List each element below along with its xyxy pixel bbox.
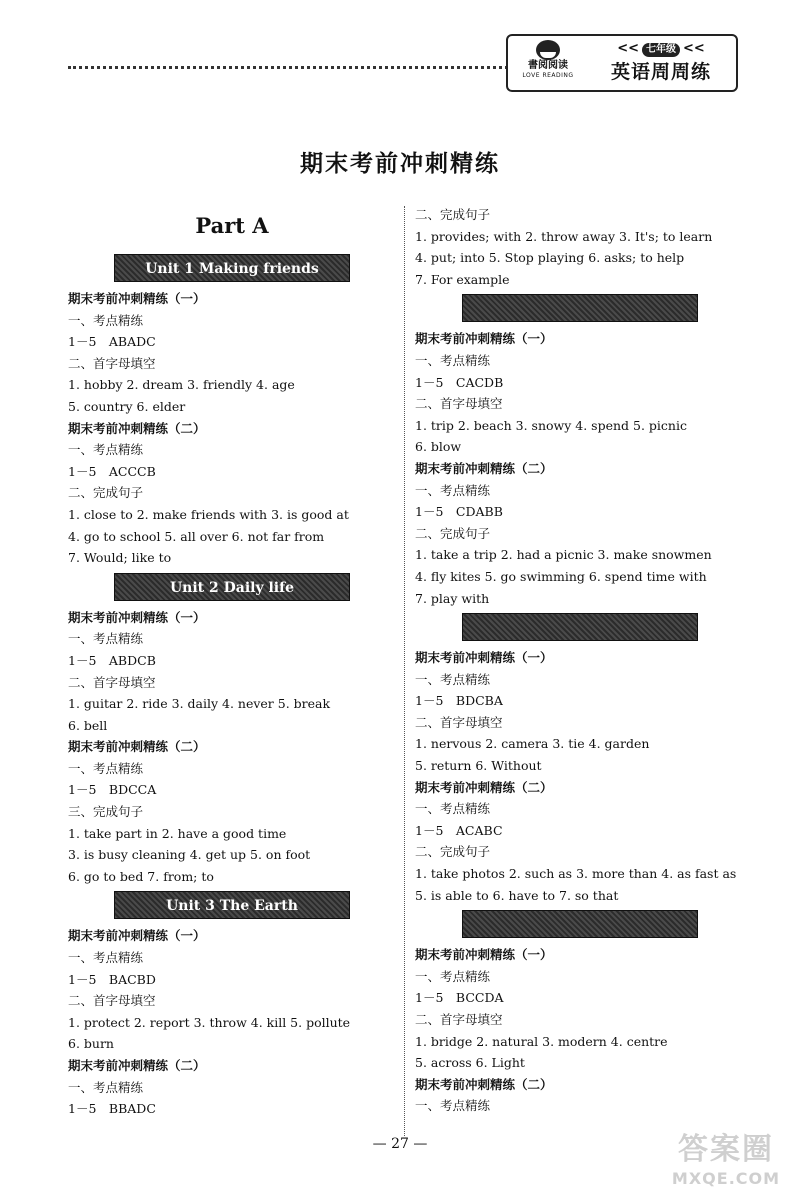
answer-line: 1－5 CDABB [415, 504, 503, 520]
section-heading: 二、首字母填空 [68, 355, 156, 371]
exercise-heading: 期末考前冲刺精练（一） [68, 609, 206, 625]
section-heading: 一、考点精练 [415, 1098, 491, 1114]
section-heading: 一、考点精练 [68, 1079, 144, 1095]
answer-line: 1. protect 2. report 3. throw 4. kill 5. pollute [68, 1014, 351, 1030]
exercise-heading: 期末考前冲刺精练（一） [415, 947, 553, 963]
exercise-heading: 期末考前冲刺精练（一） [415, 650, 553, 666]
brand-header [506, 34, 738, 92]
section-heading: 二、完成句子 [68, 485, 144, 501]
answer-line: 1－5 BCCDA [415, 990, 504, 1006]
section-heading: 二、首字母填空 [415, 1012, 503, 1027]
answer-line: 6. burn [68, 1036, 114, 1052]
section-heading: 二、完成句子 [415, 844, 491, 860]
answer-line: 4. go to school 5. all over 6. not far from [68, 528, 325, 544]
answer-line: 1. take part in 2. have a good time [68, 825, 287, 841]
answer-line: 7. Would; like to [68, 550, 172, 566]
answer-line: 1. take a trip 2. had a picnic 3. make snowmen [415, 547, 712, 563]
section-heading: 二、完成句子 [415, 207, 491, 222]
exercise-heading: 期末考前冲刺精练（二） [68, 420, 206, 436]
exercise-heading: 期末考前冲刺精练（一） [68, 291, 206, 306]
arrows-right-icon: << [683, 41, 705, 56]
answer-line: 6. blow [415, 439, 462, 455]
section-heading: 二、首字母填空 [68, 993, 156, 1009]
section-heading: 一、考点精练 [415, 671, 491, 687]
answer-line: 7. play with [415, 590, 490, 606]
section-heading: 一、考点精练 [68, 631, 144, 647]
answer-line: 3. is busy cleaning 4. get up 5. on foot [68, 847, 311, 863]
answer-line: 1. close to 2. make friends with 3. is good at [68, 506, 349, 522]
header-dotted-rule [68, 66, 508, 69]
section-heading: 一、考点精练 [415, 801, 491, 817]
answer-line: 6. bell [68, 717, 108, 733]
section-heading: 二、首字母填空 [415, 714, 503, 730]
left-answer-list [68, 254, 396, 1120]
answer-line: 7. For example [415, 271, 510, 287]
answer-line: 5. return 6. Without [415, 758, 542, 774]
section-heading: 一、考点精练 [68, 442, 144, 458]
section-heading: 一、考点精练 [68, 950, 144, 966]
unit-banner: Unit 2 Daily life [114, 573, 350, 601]
grade-badge: 七年级 [642, 43, 680, 57]
answer-line: 1－5 BDCBA [415, 693, 503, 709]
section-heading: 二、完成句子 [415, 525, 491, 541]
watermark-main: 答案圈 [678, 1132, 774, 1167]
section-heading: 一、考点精练 [415, 968, 491, 984]
answer-line: 1. guitar 2. ride 3. daily 4. never 5. break [68, 696, 331, 712]
exercise-heading: 期末考前冲刺精练（二） [68, 1058, 206, 1073]
unit-banner [462, 294, 698, 322]
answer-line: 1. hobby 2. dream 3. friendly 4. age [68, 377, 295, 393]
unit-banner: Unit 3 The Earth [114, 891, 350, 919]
section-heading: 二、首字母填空 [415, 396, 503, 412]
answer-line: 1－5 BBADC [68, 1101, 156, 1117]
answer-line: 5. is able to 6. have to 7. so that [415, 887, 619, 903]
answer-line: 1－5 ABADC [68, 334, 156, 350]
page-title: 期末考前冲刺精练 [300, 150, 500, 177]
answer-line: 1. take photos 2. such as 3. more than 4. as fast as [415, 866, 737, 882]
answer-line: 4. put; into 5. Stop playing 6. asks; to help [415, 250, 685, 266]
answer-line: 1－5 ACABC [415, 822, 503, 838]
unit-banner [462, 910, 698, 938]
answer-line: 1. trip 2. beach 3. snowy 4. spend 5. picnic [415, 417, 687, 433]
answer-line: 5. country 6. elder [68, 398, 186, 414]
logo-sub: LOVE READING [522, 72, 574, 79]
exercise-heading: 期末考前冲刺精练（二） [68, 739, 206, 755]
left-column [68, 204, 396, 1120]
exercise-heading: 期末考前冲刺精练（一） [68, 928, 206, 944]
answer-line: 1. provides; with 2. throw away 3. It's; to learn [415, 228, 713, 244]
answer-line: 1－5 BDCCA [68, 782, 157, 798]
unit-banner [462, 613, 698, 641]
exercise-heading: 期末考前冲刺精练（二） [415, 1076, 553, 1092]
answer-line: 1. nervous 2. camera 3. tie 4. garden [415, 736, 650, 752]
right-answer-list [415, 204, 745, 1117]
page-number: — 27 — [372, 1136, 428, 1152]
watermark [660, 1130, 792, 1194]
section-heading: 二、首字母填空 [68, 674, 156, 690]
answer-line: 1－5 ACCCB [68, 463, 156, 479]
answer-line: 1－5 BACBD [68, 971, 156, 987]
arrows-left-icon: << [617, 41, 639, 56]
right-column [415, 204, 745, 1117]
answer-line: 1－5 ABDCB [68, 652, 156, 668]
answer-line: 1. bridge 2. natural 3. modern 4. centre [415, 1033, 668, 1049]
section-heading: 一、考点精练 [415, 482, 491, 498]
publisher-logo [516, 40, 580, 88]
exercise-heading: 期末考前冲刺精练（二） [415, 779, 553, 795]
watermark-sub: MXQE.COM [671, 1169, 781, 1188]
exercise-heading: 期末考前冲刺精练（二） [415, 460, 553, 476]
book-icon [536, 40, 560, 60]
weekly-title: 英语周周练 [610, 61, 711, 83]
answer-line: 1－5 CACDB [415, 374, 504, 390]
series-title [590, 40, 732, 86]
section-heading: 一、考点精练 [68, 760, 144, 776]
section-heading: 三、完成句子 [68, 804, 144, 820]
column-divider [404, 206, 405, 1136]
unit-banner: Unit 1 Making friends [114, 254, 350, 282]
section-heading: 一、考点精练 [415, 352, 491, 368]
exercise-heading: 期末考前冲刺精练（一） [415, 331, 553, 347]
part-title: Part A [195, 213, 269, 238]
answer-line: 4. fly kites 5. go swimming 6. spend time with [415, 568, 707, 584]
answer-line: 6. go to bed 7. from; to [68, 868, 214, 884]
section-heading: 一、考点精练 [68, 312, 144, 328]
answer-line: 5. across 6. Light [415, 1055, 525, 1071]
logo-name: 書阅阅读 [528, 60, 568, 71]
grade-line [590, 40, 732, 58]
